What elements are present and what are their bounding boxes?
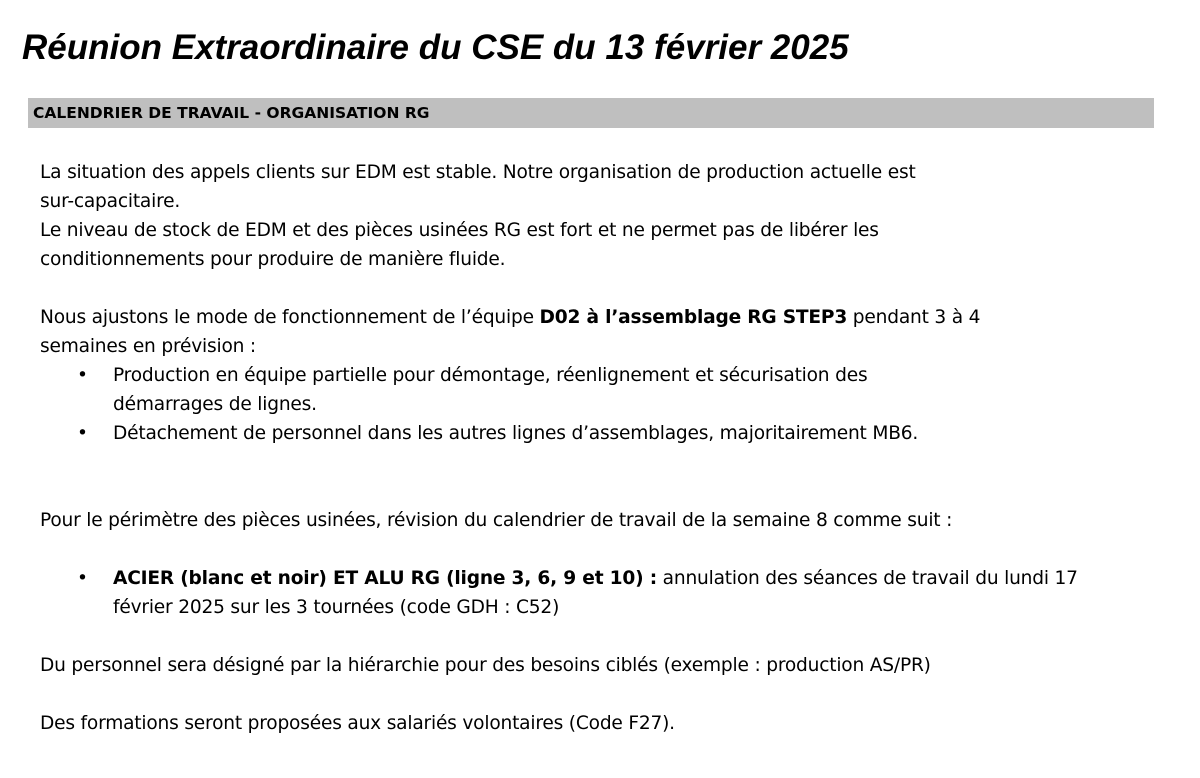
text-line: Détachement de personnel dans les autres lignes d’assemblages, majoritairement MB6. (113, 423, 919, 444)
text-line: La situation des appels clients sur EDM est stable. Notre organisation de production actuelle est (40, 162, 916, 183)
section-header: CALENDRIER DE TRAVAIL - ORGANISATION RG (28, 98, 1154, 128)
bullet-icon: • (77, 568, 88, 589)
paragraph-staff-designation: Du personnel sera désigné par la hiérarchie pour des besoins ciblés (exemple : production AS/PR) (40, 655, 931, 676)
text-fragment: annulation des séances de travail du lundi 17 (656, 568, 1078, 589)
text-line: Production en équipe partielle pour démontage, réenlignement et sécurisation des (113, 365, 868, 386)
paragraph-trainings: Des formations seront proposées aux salariés volontaires (Code F27). (40, 713, 675, 734)
list-item (77, 419, 1180, 448)
bullet-list-measures (40, 361, 1180, 448)
paragraph-team-adjustment (40, 303, 1180, 361)
bullet-list-calendar (40, 564, 1180, 622)
text-line: semaines en prévision : (40, 336, 256, 357)
bold-team-name: D02 à l’assemblage RG STEP3 (539, 307, 848, 328)
text-fragment: pendant 3 à 4 (847, 307, 981, 328)
bullet-icon: • (77, 365, 88, 386)
text-line: Le niveau de stock de EDM et des pièces usinées RG est fort et ne permet pas de libérer les (40, 220, 879, 241)
document-body (40, 158, 1180, 738)
text-fragment: Nous ajustons le mode de fonctionnement de l’équipe (40, 307, 540, 328)
paragraph-customer-calls (40, 158, 1180, 274)
text-line: sur-capacitaire. (40, 191, 181, 212)
bullet-icon: • (77, 423, 88, 444)
page-title: Réunion Extraordinaire du CSE du 13 février 2025 (22, 28, 849, 67)
text-line: démarrages de lignes. (113, 394, 317, 415)
text-line: février 2025 sur les 3 tournées (code GDH : C52) (113, 597, 560, 618)
list-item (77, 564, 1180, 622)
paragraph-machined-parts: Pour le périmètre des pièces usinées, révision du calendrier de travail de la semaine 8 comme suit : (40, 510, 953, 531)
text-line: conditionnements pour produire de manière fluide. (40, 249, 506, 270)
bold-lines-label: ACIER (blanc et noir) ET ALU RG (ligne 3, 6, 9 et 10) : (113, 568, 657, 589)
list-item (77, 361, 1180, 419)
